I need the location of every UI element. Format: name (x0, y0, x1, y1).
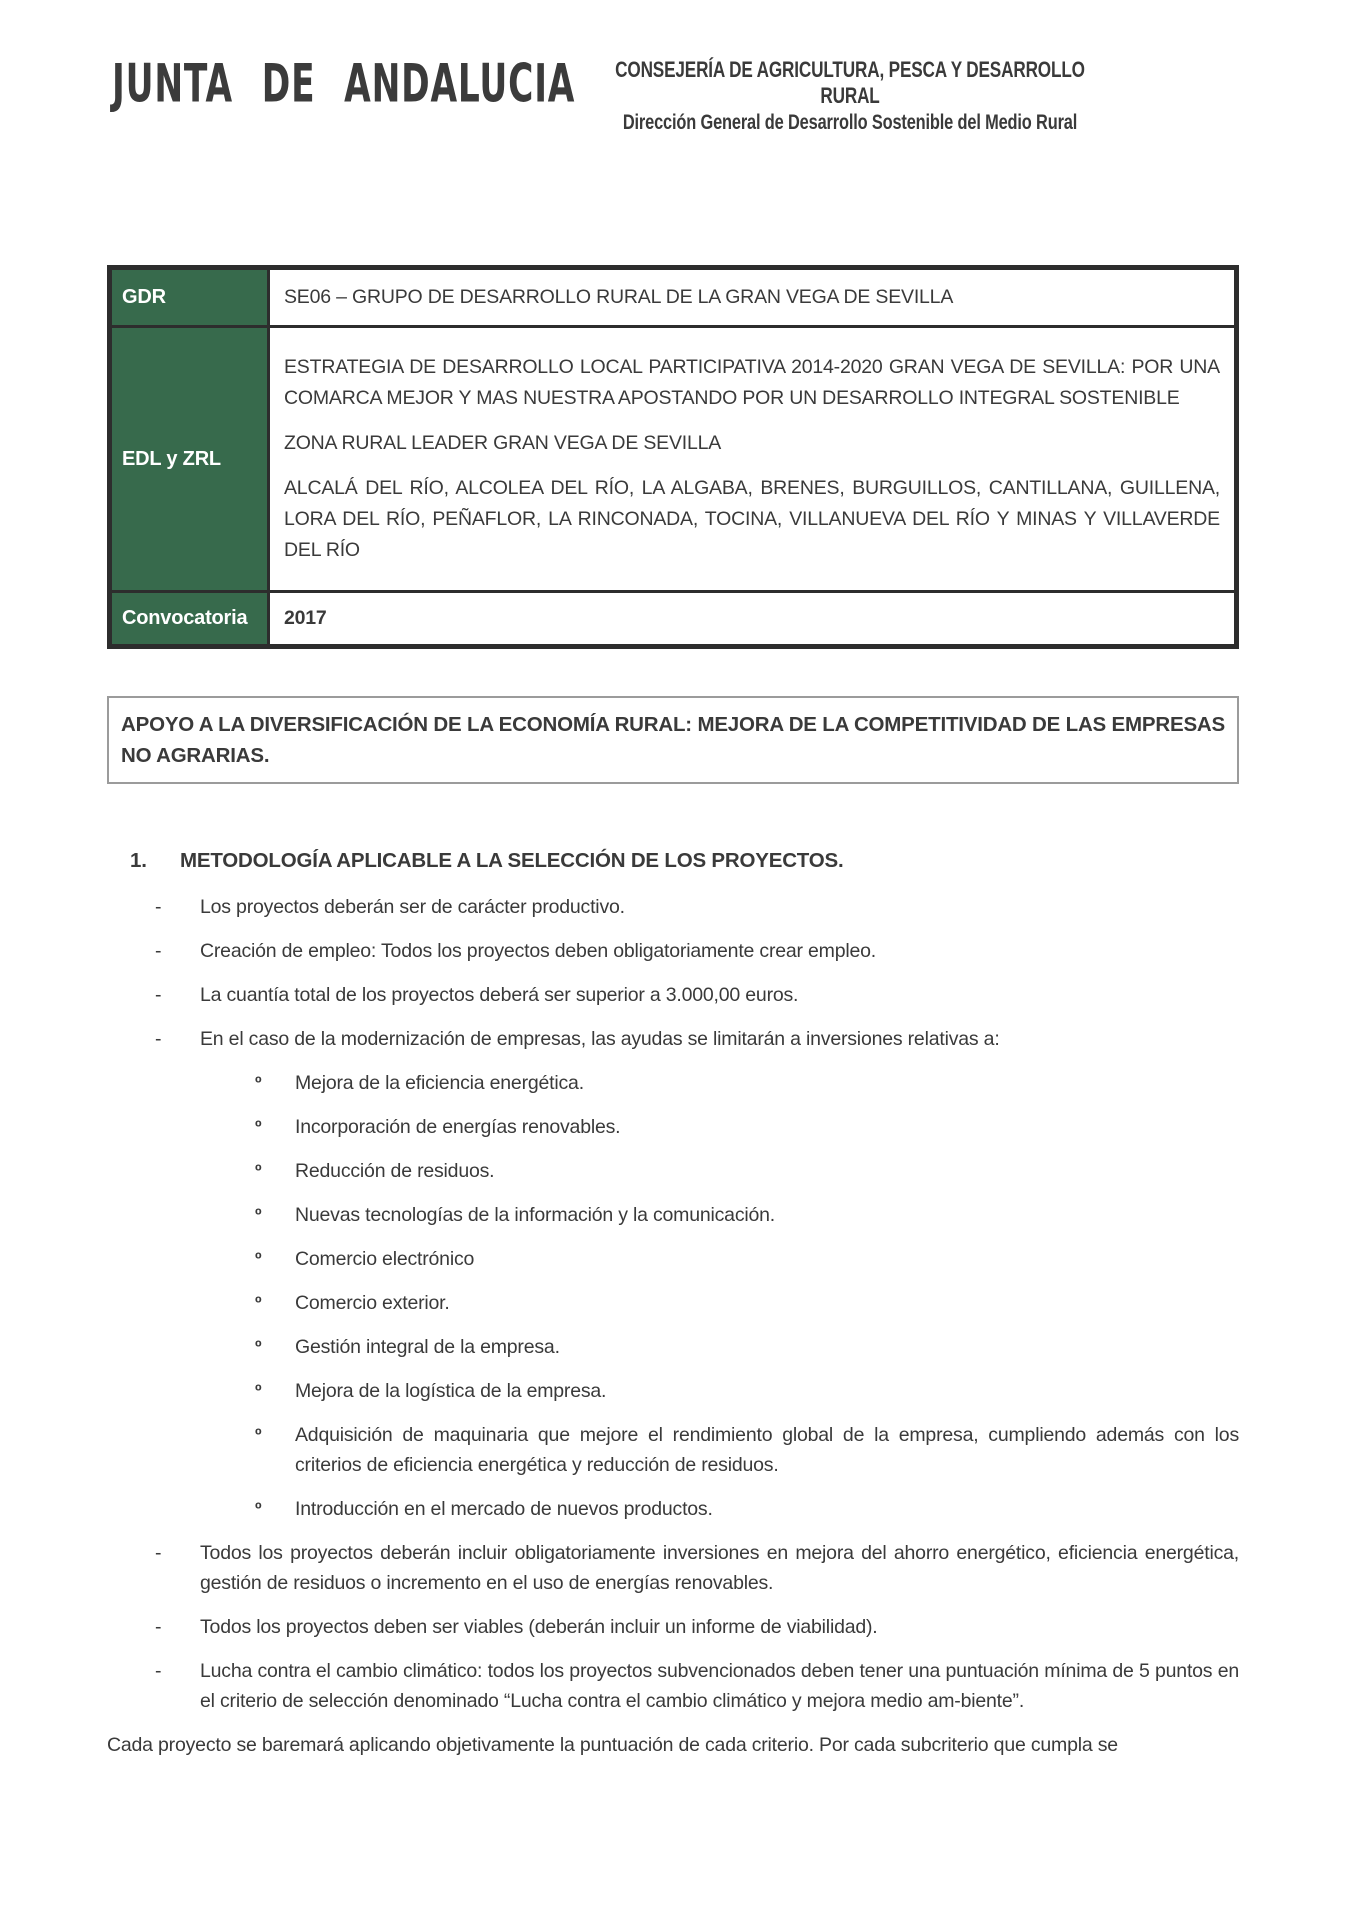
dash-marker: - (155, 896, 162, 918)
sub-bullet-item (107, 1112, 1239, 1142)
sub-bullet-item (107, 1332, 1239, 1362)
edl-strategy-paragraph: ESTRATEGIA DE DESARROLLO LOCAL PARTICIPATIVA 2014-2020 GRAN VEGA DE SEVILLA: POR UNA COMARCA MEJOR Y MAS NUESTRA APOSTANDO POR UN DESARROLLO INTEGRAL SOSTENIBLE (284, 356, 1220, 409)
bullet-item (107, 1656, 1239, 1716)
measure-title-box: APOYO A LA DIVERSIFICACIÓN DE LA ECONOMÍA RURAL: MEJORA DE LA COMPETITIVIDAD DE LAS EMPRESAS NO AGRARIAS. (107, 696, 1239, 784)
bullet-text: Los proyectos deberán ser de carácter productivo. (200, 896, 625, 918)
sub-bullet-text: Comercio electrónico (295, 1248, 475, 1270)
table-row-convocatoria (112, 590, 1234, 644)
sub-bullet-text: Comercio exterior. (295, 1292, 450, 1314)
sub-bullet-text: Introducción en el mercado de nuevos productos. (295, 1498, 713, 1520)
gdr-value-cell (270, 270, 1234, 325)
convocatoria-year: 2017 (284, 607, 327, 629)
sub-bullet-item (107, 1420, 1239, 1480)
dash-marker: - (155, 1660, 162, 1682)
section-number: 1. (130, 849, 147, 872)
dash-marker: - (155, 940, 162, 962)
junta-de-andalucia-logo: JUNTA DE ANDALUCIA (112, 54, 576, 115)
bullet-text: Todos los proyectos deberán incluir obligatoriamente inversiones en mejora del ahorro energético, eficiencia energética, gestión de residuos o incremento en el uso de energías renovables. (200, 1542, 1239, 1594)
sub-bullet-item (107, 1068, 1239, 1098)
bullet-item (107, 1538, 1239, 1598)
page-content (107, 265, 1239, 1780)
sub-bullet-item (107, 1494, 1239, 1524)
header-organization-block (585, 57, 1115, 137)
sub-bullet-item (107, 1244, 1239, 1274)
bullet-item (107, 980, 1239, 1010)
ordinal-marker: º (255, 1499, 262, 1519)
sub-bullet-text: Adquisición de maquinaria que mejore el rendimiento global de la empresa, cumpliendo además con los criterios de eficiencia energética y reducción de residuos. (295, 1424, 1239, 1476)
gdr-value-text: SE06 – GRUPO DE DESARROLLO RURAL DE LA GRAN VEGA DE SEVILLA (284, 286, 954, 308)
bullet-item (107, 892, 1239, 922)
table-row-gdr (112, 270, 1234, 325)
bullet-item (107, 936, 1239, 966)
bullet-item (107, 1612, 1239, 1642)
ordinal-marker: º (255, 1249, 262, 1269)
dash-marker: - (155, 984, 162, 1006)
convocatoria-value-cell (270, 593, 1234, 644)
section-title: METODOLOGÍA APLICABLE A LA SELECCIÓN DE LOS PROYECTOS. (180, 849, 844, 872)
dash-marker: - (155, 1616, 162, 1638)
bullet-text: La cuantía total de los proyectos deberá ser superior a 3.000,00 euros. (200, 984, 799, 1006)
bullet-text: Creación de empleo: Todos los proyectos deben obligatoriamente crear empleo. (200, 940, 877, 962)
table-row-edl-zrl (112, 325, 1234, 590)
ordinal-marker: º (255, 1161, 262, 1181)
bullet-text: En el caso de la modernización de empresas, las ayudas se limitarán a inversiones relativas a: (200, 1028, 1000, 1050)
methodology-list (107, 892, 1239, 1716)
ordinal-marker: º (255, 1337, 262, 1357)
sub-bullet-item (107, 1288, 1239, 1318)
ordinal-marker: º (255, 1293, 262, 1313)
ordinal-marker: º (255, 1381, 262, 1401)
sub-bullet-item (107, 1156, 1239, 1186)
edl-zrl-label-cell: EDL y ZRL (112, 328, 270, 590)
gdr-label-cell: GDR (112, 270, 270, 325)
consejeria-title: CONSEJERÍA DE AGRICULTURA, PESCA Y DESARROLLO RURAL (615, 57, 1085, 108)
bullet-item (107, 1024, 1239, 1054)
bullet-text: Todos los proyectos deben ser viables (deberán incluir un informe de viabilidad). (200, 1616, 878, 1638)
sub-bullet-text: Mejora de la logística de la empresa. (295, 1380, 607, 1402)
bullet-text: Lucha contra el cambio climático: todos los proyectos subvencionados deben tener una puntuación mínima de 5 puntos en el criterio de selección denominado “Lucha contra el cambio climático y mejora medio am-biente”. (200, 1660, 1239, 1712)
dash-marker: - (155, 1028, 162, 1050)
convocatoria-label-cell: Convocatoria (112, 593, 270, 644)
edl-zrl-value-cell (270, 328, 1234, 590)
section-heading (107, 846, 1239, 876)
ordinal-marker: º (255, 1073, 262, 1093)
sub-bullet-text: Reducción de residuos. (295, 1160, 495, 1182)
info-table (107, 265, 1239, 649)
dash-marker: - (155, 1542, 162, 1564)
sub-bullet-text: Gestión integral de la empresa. (295, 1336, 560, 1358)
ordinal-marker: º (255, 1117, 262, 1137)
closing-paragraph: Cada proyecto se baremará aplicando objetivamente la puntuación de cada criterio. Por cada subcriterio que cumpla se (107, 1734, 1118, 1756)
ordinal-marker: º (255, 1425, 262, 1445)
ordinal-marker: º (255, 1205, 262, 1225)
sub-bullet-text: Incorporación de energías renovables. (295, 1116, 621, 1138)
sub-bullet-text: Nuevas tecnologías de la información y la comunicación. (295, 1204, 776, 1226)
leader-zone-paragraph: ZONA RURAL LEADER GRAN VEGA DE SEVILLA (284, 432, 722, 454)
sub-bullet-text: Mejora de la eficiencia energética. (295, 1072, 584, 1094)
municipalities-paragraph: ALCALÁ DEL RÍO, ALCOLEA DEL RÍO, LA ALGABA, BRENES, BURGUILLOS, CANTILLANA, GUILLENA, LORA DEL RÍO, PEÑAFLOR, LA RINCONADA, TOCINA, VILLANUEVA DEL RÍO Y MINAS Y VILLAVERDE DEL RÍO (284, 477, 1220, 561)
sub-bullet-item (107, 1376, 1239, 1406)
direccion-general-subtitle: Dirección General de Desarrollo Sostenible del Medio Rural (622, 111, 1078, 134)
sub-bullet-item (107, 1200, 1239, 1230)
